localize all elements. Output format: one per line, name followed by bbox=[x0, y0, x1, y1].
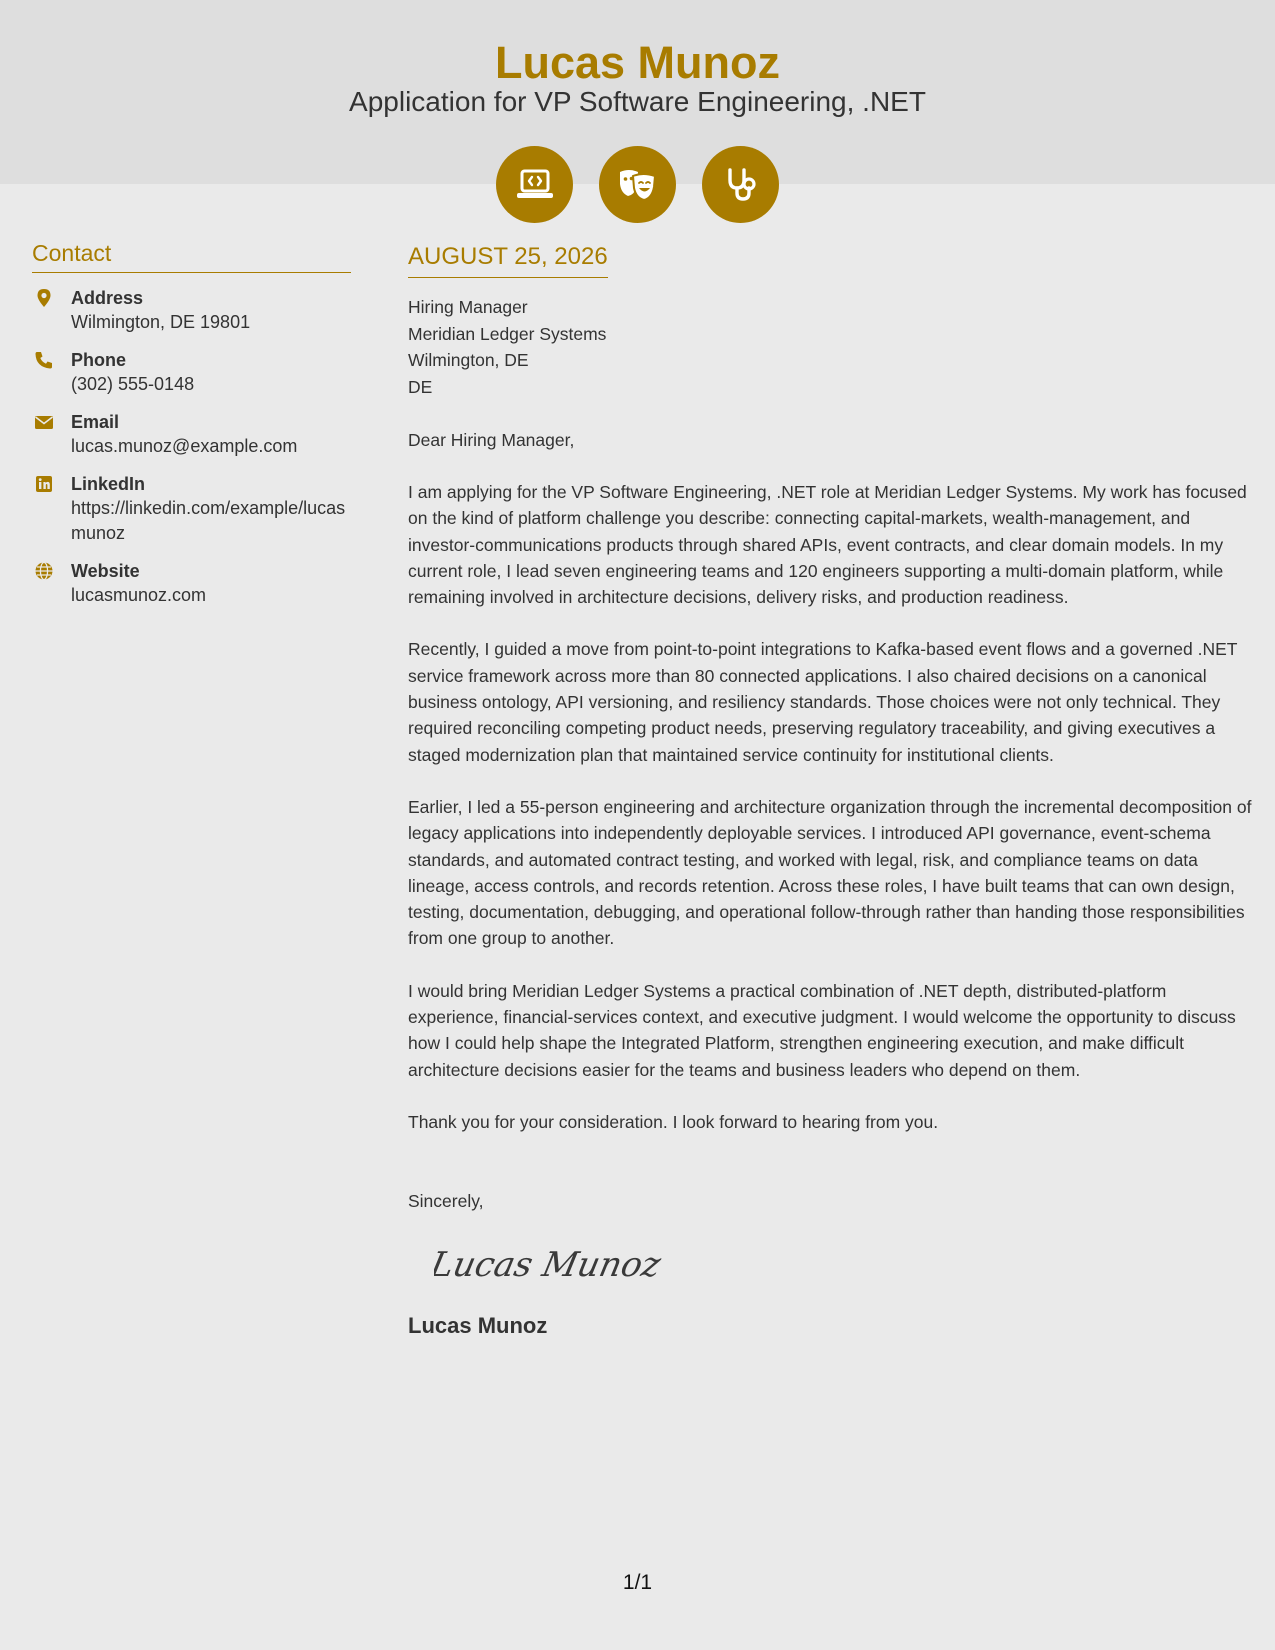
address-value: Wilmington, DE 19801 bbox=[71, 312, 251, 332]
body-paragraph: I am applying for the VP Software Engineering, .NET role at Meridian Ledger Systems. My work has focused on the kind of platform challenge you describe: connecting capital-markets, wealth-management, and investor-communications products through shared APIs, event contracts, and clear domain models. In my current role, I lead seven engineering teams and 120 engineers supporting a multi-domain platform, while remaining involved in architecture decisions, delivery risks, and production readiness. bbox=[408, 482, 1247, 608]
contact-address bbox=[32, 286, 351, 335]
phone-icon bbox=[34, 350, 54, 370]
envelope-icon bbox=[34, 412, 54, 432]
contact-linkedin bbox=[32, 472, 351, 546]
phone-label: Phone bbox=[71, 350, 127, 370]
recipient-line: DE bbox=[408, 376, 433, 397]
recipient-line: Wilmington, DE bbox=[408, 350, 529, 370]
letter-body bbox=[408, 241, 1253, 1340]
linkedin-icon bbox=[34, 474, 54, 494]
handwritten-signature bbox=[434, 1232, 1253, 1296]
contact-website bbox=[32, 559, 351, 608]
theater-masks-icon bbox=[599, 146, 676, 223]
contact-heading: Contact bbox=[32, 238, 351, 273]
body-paragraph: Earlier, I led a 55-person engineering and architecture organization through the incremental decomposition of legacy applications into independently deployable services. I introduced API governance, event-schema standards, and automated contract testing, and worked with legal, risk, and compliance teams on data lineage, access controls, and records retention. Across these roles, I have built teams that can own design, testing, documentation, debugging, and operational follow-through rather than handing those responsibilities from one group to another. bbox=[408, 796, 1252, 949]
stethoscope-icon bbox=[702, 146, 779, 223]
address-label: Address bbox=[71, 288, 144, 308]
map-pin-icon bbox=[34, 288, 54, 308]
email-label: Email bbox=[71, 412, 120, 432]
recipient-line: Hiring Manager bbox=[408, 297, 528, 317]
contact-sidebar bbox=[32, 238, 351, 608]
salutation: Dear Hiring Manager, bbox=[408, 430, 575, 450]
linkedin-value[interactable]: https://linkedin.com/example/lucasmunoz bbox=[71, 498, 346, 543]
recipient-line: Meridian Ledger Systems bbox=[408, 323, 607, 344]
closing: Sincerely, bbox=[408, 1191, 484, 1212]
signature-text: Lucas Munoz bbox=[434, 1245, 664, 1286]
page-number: 1/1 bbox=[622, 1571, 653, 1594]
contact-email bbox=[32, 410, 351, 459]
contact-phone bbox=[32, 348, 351, 397]
signer-name: Lucas Munoz bbox=[408, 1313, 548, 1339]
body-paragraph: Recently, I guided a move from point-to-point integrations to Kafka-based event flows and a governed .NET service framework across more than 80 connected applications. I also chaired decisions on a canonical business ontology, API versioning, and resiliency standards. Those choices were not only technical. They required reconciling competing product needs, preserving regulatory traceability, and giving executives a staged modernization plan that maintained service continuity for institutional clients. bbox=[408, 639, 1238, 765]
application-subtitle: Application for VP Software Engineering, .NET bbox=[349, 86, 926, 117]
linkedin-label: LinkedIn bbox=[71, 474, 146, 494]
laptop-code-icon bbox=[496, 146, 573, 223]
recipient-block bbox=[408, 294, 1253, 400]
website-label: Website bbox=[71, 561, 140, 581]
applicant-name: Lucas Munoz bbox=[494, 37, 780, 88]
globe-icon bbox=[34, 561, 54, 581]
email-value[interactable]: lucas.munoz@example.com bbox=[71, 436, 298, 456]
body-paragraph: I would bring Meridian Ledger Systems a practical combination of .NET depth, distributed-platform experience, financial-services context, and executive judgment. I would welcome the opportunity to discuss how I could help shape the Integrated Platform, strengthen engineering execution, and make difficult architecture decisions easier for the teams and business leaders who depend on them. bbox=[408, 980, 1236, 1080]
body-paragraph: Thank you for your consideration. I look forward to hearing from you. bbox=[408, 1111, 939, 1132]
phone-value: (302) 555-0148 bbox=[71, 374, 195, 394]
website-value[interactable]: lucasmunoz.com bbox=[71, 585, 207, 605]
letter-date: AUGUST 25, 2026 bbox=[408, 241, 608, 278]
